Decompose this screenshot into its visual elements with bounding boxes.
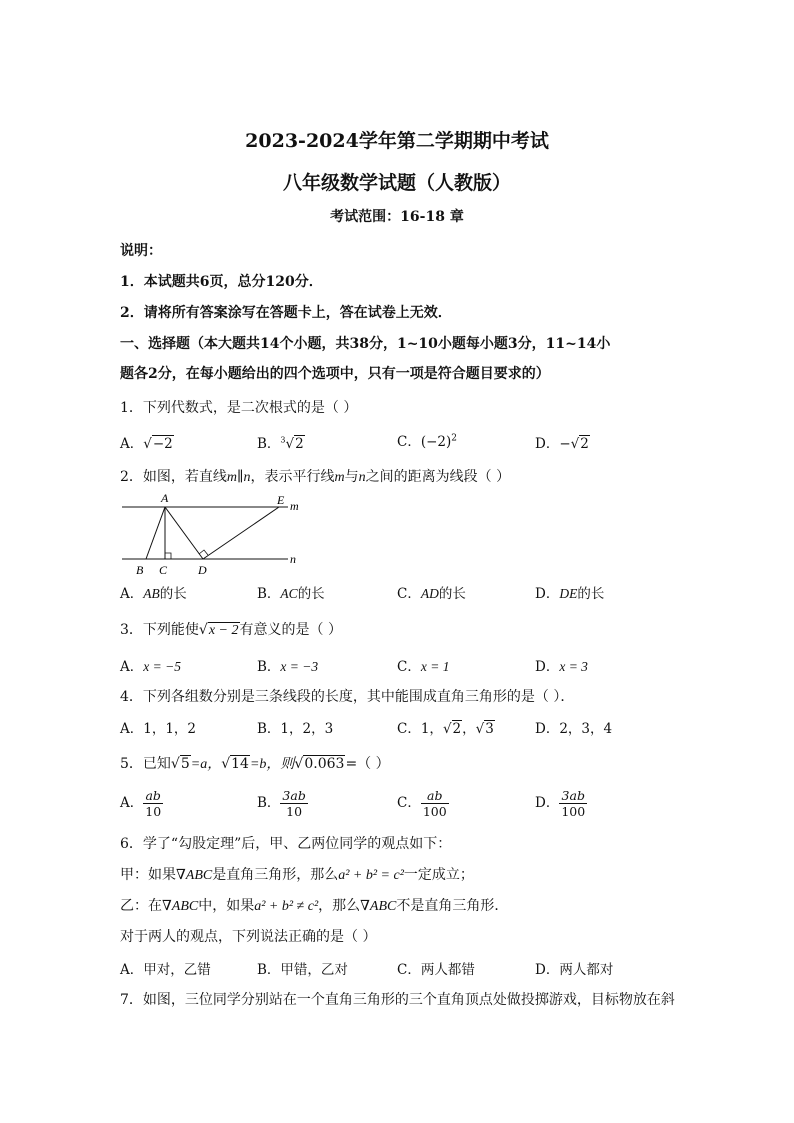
label-d: D (198, 563, 207, 577)
label-c: C (159, 563, 168, 577)
q2-option-d: D．DE的长 (535, 586, 605, 602)
q4-option-c: C．1，√2，√3 (397, 721, 494, 737)
label-n: n (290, 552, 296, 566)
label-e: E (277, 493, 285, 507)
q6-option-d: D．两人都对 (535, 962, 614, 978)
q2-option-b: B．AC的长 (257, 586, 325, 602)
q4-option-a: A．1，1，2 (120, 721, 197, 737)
q6-jia: 甲：如果∇ABC是直角三角形，那么a² + b² = c²一定成立； (120, 867, 474, 883)
q6-option-c: C．两人都错 (397, 962, 475, 978)
label-m: m (290, 499, 299, 513)
q2-option-a: A．AB的长 (120, 586, 187, 602)
q4-option-d: D．2，3，4 (535, 721, 613, 737)
notes-item-2: 2．请将所有答案涂写在答题卡上，答在试卷上无效． (120, 305, 452, 321)
q6-question: 对于两人的观点，下列说法正确的是（ ） (120, 929, 377, 945)
q5-option-b: B． $\frac{3ab}{10}$ (257, 788, 306, 819)
notes-item-1: 1．本试题共6页，总分120分． (120, 274, 323, 290)
q2-stem: 2．如图，若直线m∥n，表示平行线m与n之间的距离为线段（ ） (120, 469, 511, 485)
q5-stem: 5．已知√5=a，√14=b，则√0.063=（ ） (120, 756, 390, 772)
q3-option-b: B．x = −3 (257, 659, 319, 675)
q2-option-c: C．AD的长 (397, 586, 466, 602)
exam-title: 2023-2024学年第二学期期中考试 (245, 130, 549, 152)
q5-option-a: A． $\frac{ab}{10}$ (120, 788, 162, 819)
label-a: A (161, 491, 169, 505)
q5-option-d: D． $\frac{3ab}{100}$ (535, 788, 586, 819)
q6-stem: 6．学了“勾股定理”后，甲、乙两位同学的观点如下： (120, 836, 452, 852)
q6-yi: 乙：在∇ABC中，如果a² + b² ≠ c²，那么∇ABC不是直角三角形． (120, 898, 509, 914)
q3-option-a: A．x = −5 (120, 659, 181, 675)
q1-option-a: A．√−2 (120, 436, 173, 452)
q3-stem: 3．下列能使√x − 2有意义的是（ ） (120, 622, 342, 638)
q5-option-c: C． $\frac{ab}{100}$ (397, 788, 447, 819)
q1-option-c: C．$(-2)^2$ (397, 433, 458, 450)
section1-line-2: 题各2分，在每小题给出的四个选项中，只有一项是符合题目要求的） (120, 366, 550, 382)
q1-option-d: D．−√2 (535, 436, 589, 452)
notes-heading: 说明： (120, 243, 162, 259)
q2-figure (110, 488, 320, 580)
section1-line-1: 一、选择题（本大题共14个小题，共38分，1~10小题每小题3分，11~14小 (120, 336, 611, 352)
q4-stem: 4．下列各组数分别是三条线段的长度，其中能围成直角三角形的是（ ）． (120, 689, 575, 705)
exam-subtitle: 八年级数学试题（人教版） (282, 172, 511, 194)
q1-stem: 1．下列代数式，是二次根式的是（ ） (120, 400, 358, 416)
q7-stem: 7．如图，三位同学分别站在一个直角三角形的三个直角顶点处做投掷游戏，目标物放在斜 (120, 992, 675, 1008)
label-b: B (136, 563, 144, 577)
q3-option-d: D．x = 3 (535, 659, 588, 675)
q6-option-b: B．甲错，乙对 (257, 962, 348, 978)
exam-scope: 考试范围：16-18 章 (330, 209, 464, 225)
q1-option-b: B．$^3$√2 (257, 435, 304, 452)
q4-option-b: B．1，2，3 (257, 721, 334, 737)
q6-option-a: A．甲对，乙错 (120, 962, 211, 978)
q3-option-c: C．x = 1 (397, 659, 450, 675)
